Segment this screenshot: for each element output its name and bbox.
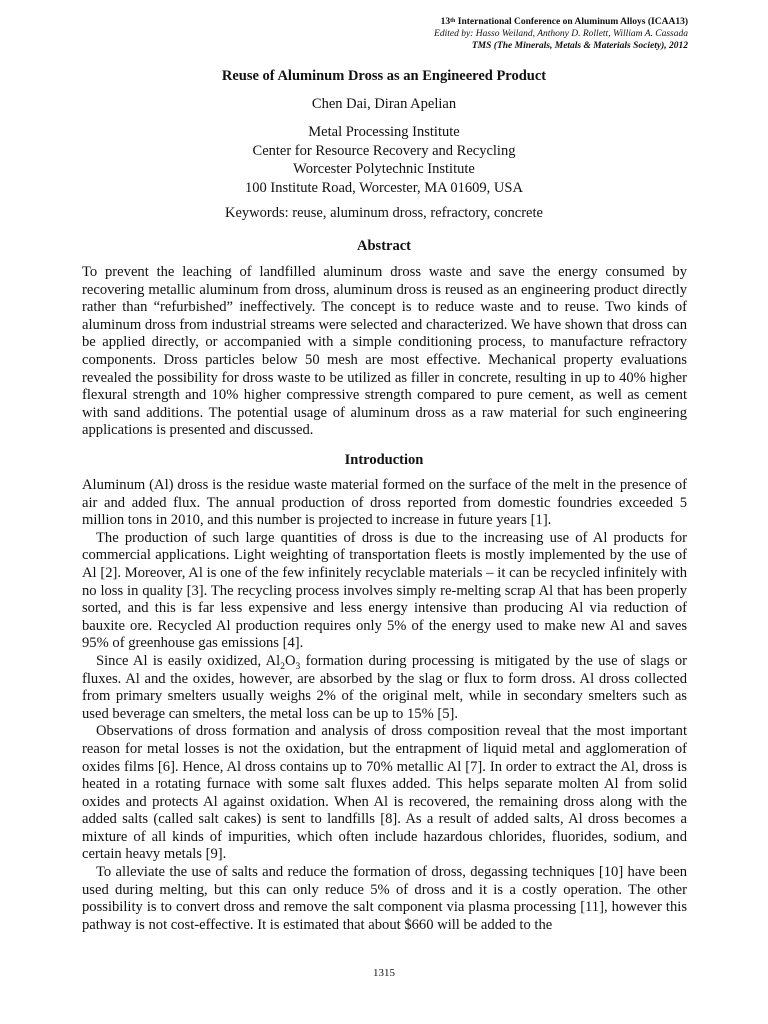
abstract-body	[82, 264, 687, 440]
paper-authors: Chen Dai, Diran Apelian	[311, 96, 457, 112]
intro-paragraph-1: Aluminum (Al) dross is the residue waste material formed on the surface of the melt in the presence of air and added flux. The annual production of dross reported from domestic foundries exceeded 5 million tons in 2010, and this number is projected to increase in future years [1].	[82, 477, 687, 529]
abstract-paragraph: To prevent the leaching of landfilled aluminum dross waste and save the energy consumed by recovering metallic aluminum from dross, aluminum dross is reused as an engineering product directly rather than “refurbished” ineffectively. The concept is to reduce waste and to reuse. Two kinds of aluminum dross from industrial streams were selected and characterized. We have shown that dross can be applied directly, or accompanied with a simple conditioning process, to manufacture refractory components. Dross particles below 50 mesh are most effective. Mechanical property evaluations revealed the possibility for dross waste to be utilized as filler in concrete, resulting in up to 40% higher flexural strength and 10% higher compressive strength compared to pure cement, as well as cement with sand additions. The potential usage of aluminum dross as a raw material for such engineering applications is presented and discussed.	[82, 264, 687, 439]
affiliation-line-2: Center for Resource Recovery and Recycling	[252, 142, 516, 159]
intro-paragraph-3	[82, 653, 687, 723]
conference-title: International Conference on Aluminum Alloys (ICAA13)	[455, 17, 688, 27]
alumina-subscript-2: 2	[280, 661, 285, 672]
intro-p3-rest: formation during processing is mitigated by the use of slags or fluxes. Al and the oxides, however, are absorbed by the slag or flux to form dross. Al dross collected from primary smelters usually weighs 2% of the original melt, while in secondary smelters such as used beverage can smelters, the metal loss can be up to 15% [5].	[82, 652, 687, 722]
conference-name	[434, 16, 688, 28]
conference-number-suffix: th	[450, 18, 456, 24]
conference-editors: Edited by: Hasso Weiland, Anthony D. Rollett, William A. Cassada	[434, 29, 688, 39]
introduction-heading: Introduction	[344, 452, 424, 468]
paper-title: Reuse of Aluminum Dross as an Engineered Product	[221, 68, 547, 84]
affiliation-line-1: Metal Processing Institute	[308, 124, 460, 140]
intro-paragraph-2: The production of such large quantities of dross is due to the increasing use of Al products for commercial applications. Light weighting of transportation fleets is mostly implemented by the use of Al [2]. Moreover, Al is one of the few infinitely recyclable materials – it can be recycled infinitely with no loss in quality [3]. The recycling process involves simply re-melting scrap Al that has been properly sorted, and this is far less expensive and less energy intensive than producing Al via reduction of bauxite ore. Recycled Al production requires only 5% of the energy used to make new Al and saves 95% of greenhouse gas emissions [4].	[82, 529, 687, 652]
alumina-subscript-3: 3	[295, 661, 301, 672]
intro-paragraph-5: To alleviate the use of salts and reduce the formation of dross, degassing techniques [10] have been used during melting, but this can only reduce 5% of dross and it is a costly operation. The other possibility is to convert dross and remove the salt component via plasma processing [11], however this pathway is not cost-effective. It is estimated that about $660 will be added to the	[82, 864, 687, 933]
conference-header	[434, 16, 688, 52]
intro-paragraph-4: Observations of dross formation and analysis of dross composition reveal that the most important reason for metal losses is not the oxidation, but the entrapment of liquid metal and agglomeration of oxides films [6]. Hence, Al dross contains up to 70% metallic Al [7]. In order to extract the Al, dross is heated in a rotating furnace with some salt fluxes added. This helps separate molten Al from solid oxides and protects Al against oxidation. When Al is recovered, the remaining dross along with the added salts (called salt cakes) is sent to landfills [8]. As a result of added salts, Al dross becomes a mixture of all kinds of impurities, which often include hazardous chlorides, fluorides, sodium, and certain heavy metals [9].	[82, 723, 687, 863]
paper-keywords: Keywords: reuse, aluminum dross, refractory, concrete	[225, 205, 543, 221]
affiliation-line-4: 100 Institute Road, Worcester, MA 01609, USA	[245, 179, 523, 196]
affiliation-line-3: Worcester Polytechnic Institute	[293, 161, 475, 177]
conference-publisher: TMS (The Minerals, Metals & Materials Society), 2012	[471, 41, 688, 51]
introduction-body	[82, 477, 687, 934]
intro-p3-start: Since Al is easily oxidized, Al	[96, 652, 281, 669]
alumina-oxygen: O	[284, 652, 296, 669]
author-affiliation	[0, 123, 768, 197]
abstract-heading: Abstract	[357, 238, 411, 254]
page-number: 1315	[373, 967, 395, 979]
conference-number: 13	[440, 17, 451, 27]
